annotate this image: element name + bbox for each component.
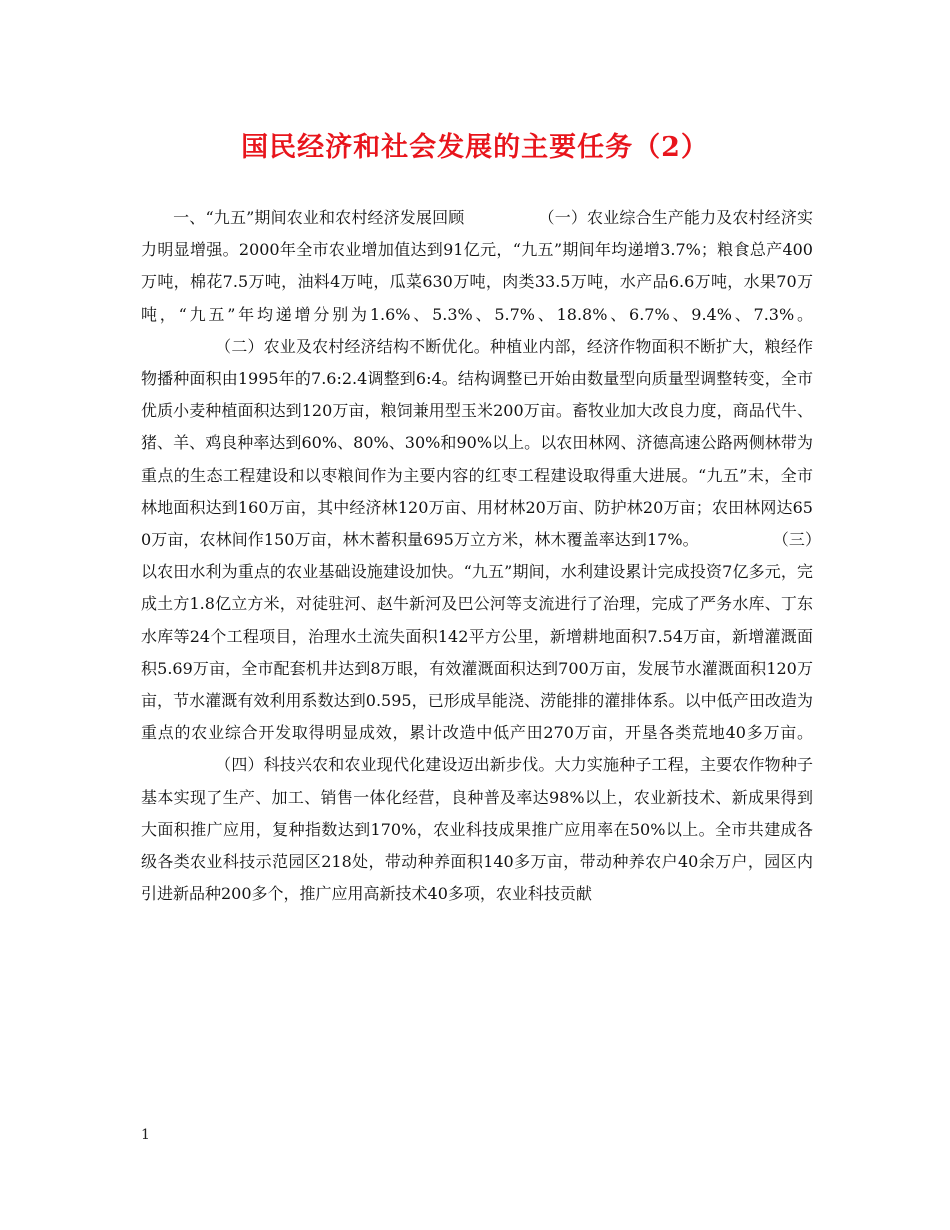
document-title: 国民经济和社会发展的主要任务（2） xyxy=(241,132,709,163)
paragraph-3: （三）以农田水利为重点的农业基础设施建设加快。“九五”期间，水利建设累计完成投资7亿多元，完成土方1.8亿立方米，对徒驻河、赵牛新河及巴公河等支流进行了治理，完成了严务水库、丁东水库等24个工程项目，治理水土流失面积142平方公里，新增耕地面积7.54万亩，新增灌溉面积5.69万亩，全市配套机井达到8万眼，有效灌溉面积达到700万亩，发展节水灌溉面积120万亩，节水灌溉有效利用系数达到0.595，已形成旱能浇、涝能排的灌排体系。以中低产田改造为重点的农业综合开发取得明显成效，累计改造中低产田270万亩，开垦各类荒地40多万亩。 xyxy=(141,530,813,743)
paragraph-4: （四）科技兴农和农业现代化建设迈出新步伐。大力实施种子工程，主要农作物种子基本实现了生产、加工、销售一体化经营，良种普及率达98%以上，农业新技术、新成果得到大面积推广应用，复种指数达到170%，农业科技成果推广应用率在50%以上。全市共建成各级各类农业科技示范园区218处，带动种养面积140多万亩，带动种养农户40余万户，园区内引进新品种200多个，推广应用高新技术40多项，农业科技贡献 xyxy=(141,755,813,904)
paragraph-1: （一）农业综合生产能力及农村经济实力明显增强。2000年全市农业增加值达到91亿元，“九五”期间年均递增3.7%；粮食总产400万吨，棉花7.5万吨，油料4万吨，瓜菜630万吨，肉类33.5万吨，水产品6.6万吨，水果70万吨，“九五”年均递增分别为1.6%、5.3%、5.7%、18.8%、6.7%、9.4%、7.3%。 xyxy=(141,208,813,324)
page-number: 1 xyxy=(141,1127,150,1143)
document-body xyxy=(141,202,813,910)
section-heading: 一、“九五”期间农业和农村经济发展回顾 xyxy=(173,208,465,227)
paragraph-2: （二）农业及农村经济结构不断优化。种植业内部，经济作物面积不断扩大，粮经作物播种面积由1995年的7.6:2.4调整到6:4。结构调整已开始由数量型向质量型调整转变，全市优质小麦种植面积达到120万亩，粮饲兼用型玉米200万亩。畜牧业加大改良力度，商品代牛、猪、羊、鸡良种率达到60%、80%、30%和90%以上。以农田林网、济德高速公路两侧林带为重点的生态工程建设和以枣粮间作为主要内容的红枣工程建设取得重大进展。“九五”末，全市林地面积达到160万亩，其中经济林120万亩、用材林20万亩、防护林20万亩；农田林网达650万亩，农林间作150万亩，林木蓄积量695万立方米，林木覆盖率达到17%。 xyxy=(141,336,813,550)
